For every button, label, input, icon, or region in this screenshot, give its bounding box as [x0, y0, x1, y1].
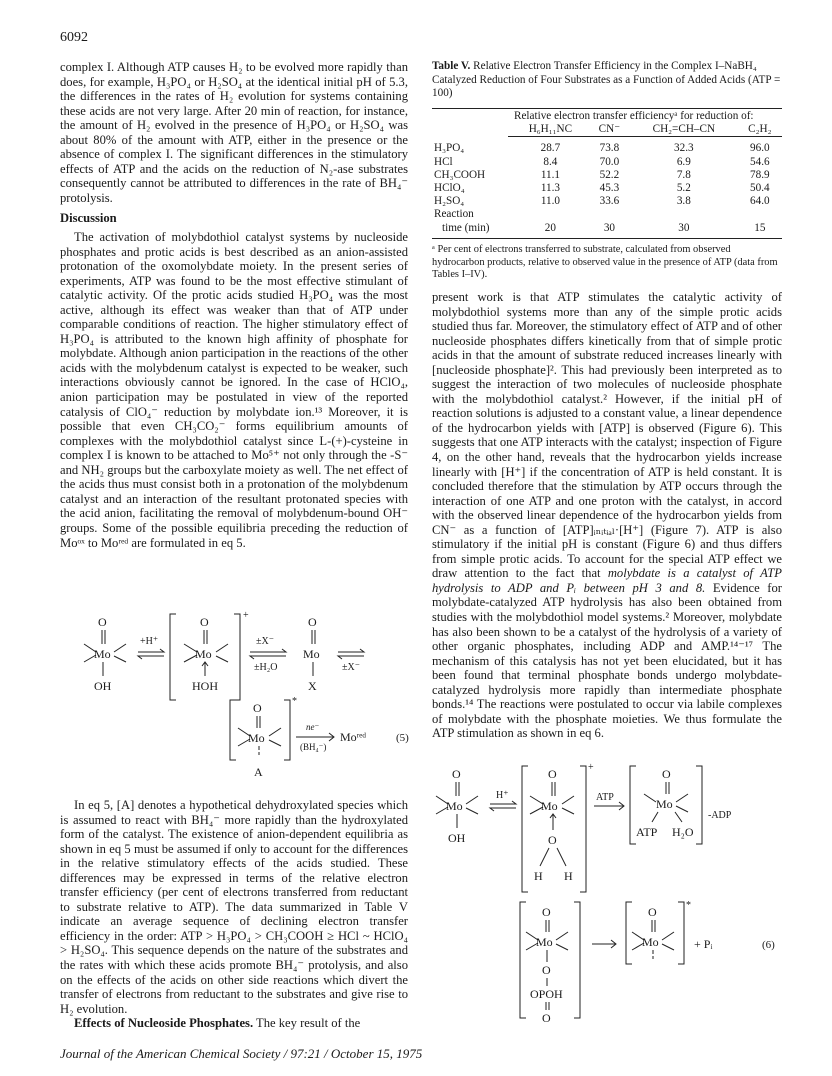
eq6-number: (6) [762, 939, 775, 951]
table-col-header: CN⁻ [598, 123, 621, 136]
eq6-oxo-3: O [662, 767, 671, 781]
table-label: Table V. [432, 60, 471, 72]
table-cell: 6.9 [676, 155, 691, 168]
table-cell: 45.3 [599, 182, 620, 195]
table-cell: 11.0 [540, 195, 560, 208]
table-footnote: ᵃ Per cent of electrons transferred to substrate, calculated from observed hydrocarbon products, relative to observed value in the presence of ATP (data from Tables I–IV). [432, 244, 778, 281]
left-paragraph-1: complex I. Although ATP causes H₂ to be evolved more rapidly than does, for example, H₃PO₄ or H₂SO₄ at the identical initial pH of 5.3, the differences in the rates of H₂ evolution for systems containing these acids are not very large. After 20 min of reaction, for instance, the amount of H₂ evolved in the presence of H₃PO₄ or H₂SO₄ was about 80% of the amount with ATP, either in the presence or the absence of complex I. The significant differences in the stimulatory effects of ATP and the acids on the reduction of N₂-ase substrates consequently cannot be attributed to differences in the rate of BH₄⁻ protolysis. [60, 60, 408, 205]
table-cell: 54.6 [750, 155, 770, 168]
table-cell: 28.7 [540, 142, 561, 155]
row-label: H₃PO₄ [434, 142, 465, 155]
right-paragraph-italic: molybdate is a catalyst of ATP hydrolysis to ADP and Pᵢ between pH 3 and 8. [432, 566, 782, 595]
left-column-top [60, 60, 408, 550]
table-cell: 52.2 [599, 168, 620, 181]
right-paragraph-1: present work is that ATP stimulates the catalytic activity of molybdothiol systems more than any of the simple protic acids studied thus far. Moreover, the stimulatory effect of ATP and of other nucleoside phosphates differs kinetically from that of simple protic acids in that the amount of substrate reduced increases linearly with [nucleoside phosphate]². This had previously been interpreted as to suggest the interaction of two molecules of nucleoside phosphate with the molybdothiol catalyst.² However, if the initial pH of reaction solutions is adjusted to a constant value, a linear dependence of the hydrocarbon yields with [ATP] is observed (Figure 6). This suggests that one ATP interacts with the catalyst; inspection of Figure 4, on the other hand, reveals that the hydrocarbon yields increase linearly with [H⁺] if the concentration of ATP is held constant. It is concluded therefore that the stimulation by ATP occurs through the interaction of one ATP and one proton with the catalyst, in accord with the observed linear dependence of the hydrocarbon yields from CN⁻ as a function of [ATP]ᵢₙᵢₜᵢₐₗ·[H⁺] (Figure 7). ATP is also stimulatory if the initial pH is constant (Figure 6) and thus differs from simple protic acids. To account for the special ATP effect we draw attention to the fact that [432, 290, 782, 581]
eq6-h-plus: H⁺ [496, 790, 509, 801]
eq5-mo-1: Mo [94, 647, 111, 661]
eq6-oxygen-link: O [542, 963, 551, 977]
eq6-h-1: H [534, 869, 543, 883]
eq5-h2o: ±H₂O [254, 662, 278, 673]
eq6-oxo-4: O [542, 905, 551, 919]
eq5-mo-2: Mo [195, 647, 212, 661]
eq5-plus-1: + [243, 610, 249, 621]
eq6-oxo-2: O [548, 767, 557, 781]
table-cell: 96.0 [750, 142, 770, 155]
table-cell: 33.6 [599, 195, 620, 208]
table-v [432, 110, 782, 235]
page-number: 6092 [60, 30, 88, 45]
table-title: Relative Electron Transfer Efficiency in the Complex I–NaBH₄ Catalyzed Reduction of Four Substrates as a Function of Added Acids (ATP = 100) [432, 60, 781, 99]
eq6-mo-4: Mo [536, 935, 553, 949]
table-cell: 70.0 [599, 155, 620, 168]
equation-6 [430, 762, 790, 1028]
table-col-header: H₆H₁₁NC [528, 123, 573, 136]
eq6-oxo-6: O [648, 905, 657, 919]
row-label: H₂SO₄ [434, 195, 465, 208]
table-cell: 30 [603, 221, 615, 234]
table-cell: 32.3 [674, 142, 694, 155]
eq5-x-minus-1: ±X⁻ [256, 636, 274, 647]
table-header-group: Relative electron transfer efficiencyᵃ for reduction of: [514, 110, 754, 122]
equation-5 [60, 600, 420, 780]
table-cell: 7.8 [676, 168, 691, 181]
table-row [432, 142, 782, 155]
eq6-oxo-1: O [452, 767, 461, 781]
row-label: HClO₄ [434, 182, 465, 195]
eq6-oxo-5: O [542, 1011, 551, 1025]
table-cell: 8.4 [543, 155, 558, 168]
eq5-x-minus-2: ±X⁻ [342, 662, 360, 673]
eq6-plus-pi: + Pᵢ [694, 937, 713, 951]
eq6-oxygen-bridge: O [548, 833, 557, 847]
eq5-number: (5) [396, 732, 409, 744]
eq6-minus-adp: -ADP [708, 810, 732, 821]
eq6-star: * [686, 900, 691, 911]
row-label: time (min) [442, 221, 490, 234]
eq5-oh: OH [94, 679, 112, 693]
eq5-mored: Moʳᵉᵈ [340, 730, 367, 744]
eq6-mo-1: Mo [446, 799, 463, 813]
eq5-ne: ne⁻ [306, 722, 320, 732]
table-cell: 3.8 [676, 195, 691, 208]
eq6-mo-5: Mo [642, 935, 659, 949]
eq5-oxo-3: O [308, 615, 317, 629]
table-row [432, 182, 782, 195]
eq5-mo-a: Mo [248, 731, 265, 745]
table-row [432, 156, 782, 169]
table-caption [432, 60, 782, 101]
eq6-h2o: H₂O [672, 825, 694, 839]
right-column-text [432, 290, 782, 741]
table-cell: 5.2 [676, 182, 691, 195]
table-cell: 78.9 [750, 168, 770, 181]
row-label: HCl [434, 155, 453, 168]
eq6-atp-label: ATP [596, 792, 614, 803]
table-cell: 30 [678, 221, 690, 234]
right-paragraph-1-tail: Evidence for molybdate-catalyzed ATP hydrolysis has also been obtained from studies with the molybdothiol model systems.² Moreover, molybdate has also been shown to be a catalyst of the hydrolysis of a variety of other organic phosphates, including ADP and AMP.¹⁴⁻¹⁷ The mechanism of this catalysis has not yet been elucidated, but it has been found that terminal phosphate bonds undergo molybdate-catalyzed hydrolysis more rapidly than intermediate phosphate bonds.¹⁴ The reactions were postulated to occur via labile complexes of molybdate with the phosphate moieties. We thus formulate the ATP stimulation as shown in eq 6. [432, 580, 782, 741]
eq6-mo-3: Mo [656, 797, 673, 811]
eq5-x: X [308, 679, 317, 693]
table-cell: 20 [544, 221, 556, 234]
section-heading: Discussion [60, 211, 117, 226]
left-paragraph-4: The key result of the [253, 1016, 361, 1031]
table-cell: 73.8 [599, 142, 620, 155]
eq5-oxo-a: O [253, 701, 262, 715]
eq5-oxo-2: O [200, 615, 209, 629]
row-label: Reaction [434, 208, 474, 221]
table-cell: 50.4 [750, 182, 770, 195]
table-cell: 11.3 [540, 182, 560, 195]
left-paragraph-2: The activation of molybdothiol catalyst systems by nucleoside phosphates and protic acids is best described as an anion-assisted protonation of the oxomolybdate moiety. In the present series of experiments, ATP was found to be the most effective stimulant of catalytic activity. Of the protic acids studied H₃PO₄ was the most active, although its effect was weaker than that of ATP under comparable conditions of reaction. The higher stimulatory effect of H₃PO₄ is attributed to the known high affinity of phosphate for molybdate. Although anion participation in the reactions of the other acids with the molybdenum catalyst is expected to be weaker, such interactions obviously cannot be ignored. In the case of HClO₄, anion participation may be postulated in view of the reported catalysis of ClO₄⁻ reduction by molybdate ion.¹³ Moreover, it is possible that even CH₃CO₂⁻ forms equilibrium amounts of complexes with the molybdothiol catalyst since L-(+)-cysteine in complex I is known to be attached to Mo⁵⁺ not only through the -S⁻ and NH₂ groups but the carboxylate moiety as well. The net effect of the acids thus must consist both in a protonation of the molybdenum catalyst and an interaction of the resultant protonated species with the acid anion, facilitating the removal of molybdenum-bound OH⁻ groups. Some of the possible equilibria preceding the reduction of Moᵒˣ to Moʳᵉᵈ are formulated in eq 5. [60, 230, 408, 550]
eq5-star: * [292, 696, 297, 707]
table-cell: 64.0 [750, 195, 770, 208]
table-row [432, 195, 782, 208]
eq5-bh4: (BH₄⁻) [300, 742, 327, 752]
journal-footer: Journal of the American Chemical Society / 97:21 / October 15, 1975 [60, 1046, 423, 1061]
eq6-oh: OH [448, 831, 466, 845]
table-row [432, 222, 782, 235]
eq6-plus-1: + [588, 762, 594, 773]
table-cell: 15 [754, 221, 766, 234]
eq5-h-plus: +H⁺ [140, 636, 159, 647]
eq5-label-a: A [254, 765, 263, 779]
table-col-header: C₂H₂ [748, 123, 772, 136]
left-column-bottom [60, 798, 408, 1031]
eq5-oxo-1: O [98, 615, 107, 629]
eq6-h-2: H [564, 869, 573, 883]
eq6-opoh: OPOH [530, 987, 563, 1001]
subheading-nucleoside: Effects of Nucleoside Phosphates. [74, 1016, 254, 1031]
row-label: CH₃COOH [434, 168, 486, 181]
eq5-hoh: HOH [192, 679, 218, 693]
eq6-mo-2: Mo [541, 799, 558, 813]
table-cell: 11.1 [540, 168, 560, 181]
eq5-mo-3: Mo [303, 647, 320, 661]
table-col-header: CH₂=CH–CN [652, 123, 716, 136]
eq6-atp-ligand: ATP [636, 825, 658, 839]
table-row [432, 169, 782, 182]
left-paragraph-3: In eq 5, [A] denotes a hypothetical dehydroxylated species which is assumed to react with BH₄⁻ more rapidly than the hydroxylated form of the catalyst. The existence of anion-dependent equilibria as shown in eq 5 must be assumed if only to account for the differences in the relative stimulatory effects of the acids studied. These differences may be expressed in terms of the relative electron transfer efficiency (per cent of electrons transferred from reductant to substrate relative to ATP). The data summarized in Table V indicate an average sequence of declining electron transfer efficiency in the order: ATP > H₃PO₄ > CH₃COOH ≥ HCl ~ HClO₄ > H₂SO₄. This sequence depends on the nature of the substrates and the rates with which these acids promote BH₄⁻ protolysis, and also on the effects of the acids on other side reactions which divert the transfer of electrons from reductant to the substrates and give rise to H₂ evolution. [60, 798, 408, 1016]
